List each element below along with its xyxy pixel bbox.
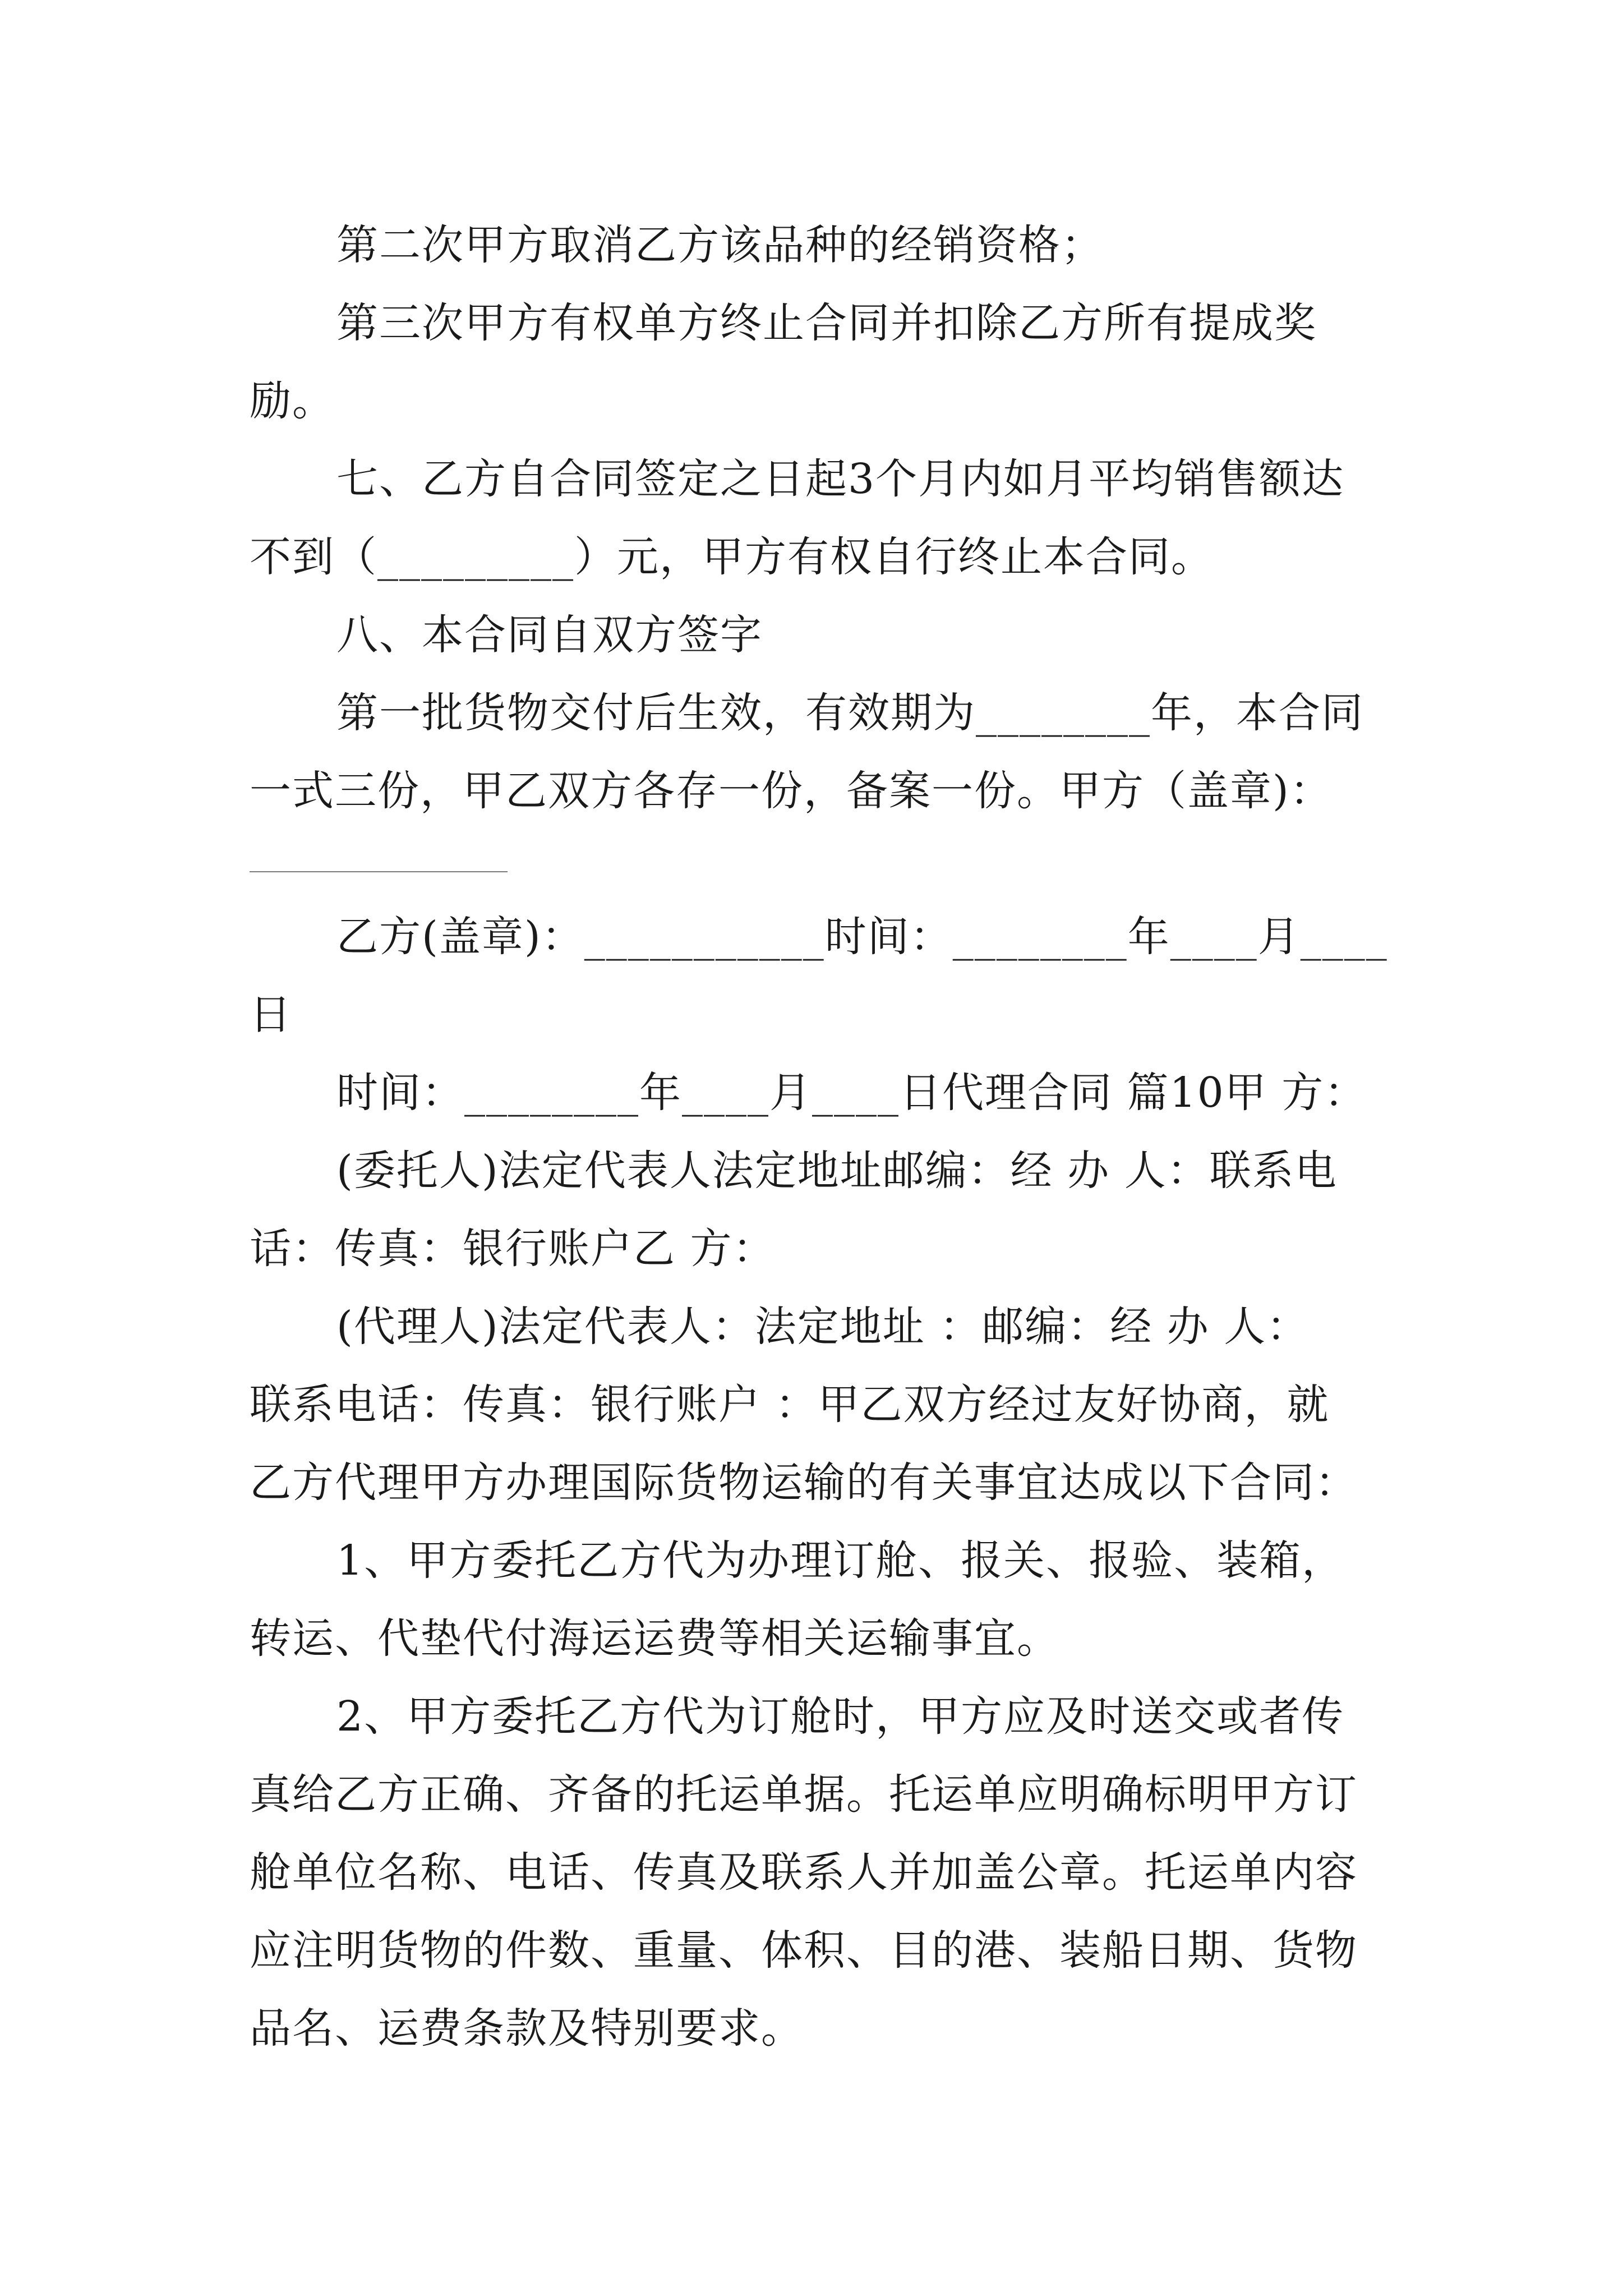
text-line: 转运、代垫代付海运运费等相关运输事宜。 <box>250 1614 1059 1663</box>
text-line: 第一批货物交付后生效，有效期为________年，本合同 <box>336 689 1364 737</box>
signature-line <box>250 871 508 872</box>
text-line: 时间：________年____月____日代理合同 篇10甲 方： <box>336 1069 1367 1117</box>
text-line: 励。 <box>250 377 335 425</box>
text-line: 日 <box>250 991 292 1039</box>
text-line: 不到（_________）元，甲方有权自行终止本合同。 <box>250 533 1214 581</box>
text-line: 七、乙方自合同签定之日起3个月内如月平均销售额达 <box>336 455 1345 503</box>
text-line: 品名、运费条款及特别要求。 <box>250 2004 804 2053</box>
text-line: (代理人)法定代表人：法定地址 ：邮编：经 办 人： <box>336 1303 1310 1351</box>
text-line: 话：传真：银行账户乙 方： <box>250 1225 776 1273</box>
text-line: 第三次甲方有权单方终止合同并扣除乙方所有提成奖 <box>336 299 1317 347</box>
text-line: 八、本合同自双方签字 <box>336 611 763 659</box>
text-line: 乙方代理甲方办理国际货物运输的有关事宜达成以下合同： <box>250 1458 1358 1507</box>
text-line: 舱单位名称、电话、传真及联系人并加盖公章。托运单内容 <box>250 1848 1358 1897</box>
text-line: 真给乙方正确、齐备的托运单据。托运单应明确标明甲方订 <box>250 1770 1358 1819</box>
text-line: 乙方(盖章)：___________时间：________年____月____ <box>336 913 1388 961</box>
text-line: 1、甲方委托乙方代为办理订舱、报关、报验、装箱， <box>336 1536 1345 1585</box>
text-line: 应注明货物的件数、重量、体积、目的港、装船日期、货物 <box>250 1926 1358 1975</box>
text-line: 联系电话：传真：银行账户 ：甲乙双方经过友好协商，就 <box>250 1381 1330 1429</box>
text-line: (委托人)法定代表人法定地址邮编：经 办 人：联系电 <box>336 1147 1338 1195</box>
text-line: 2、甲方委托乙方代为订舱时，甲方应及时送交或者传 <box>336 1692 1345 1741</box>
text-line: 一式三份，甲乙双方各存一份，备案一份。甲方（盖章)： <box>250 767 1332 815</box>
text-line: 第二次甲方取消乙方该品种的经销资格； <box>336 221 1104 269</box>
